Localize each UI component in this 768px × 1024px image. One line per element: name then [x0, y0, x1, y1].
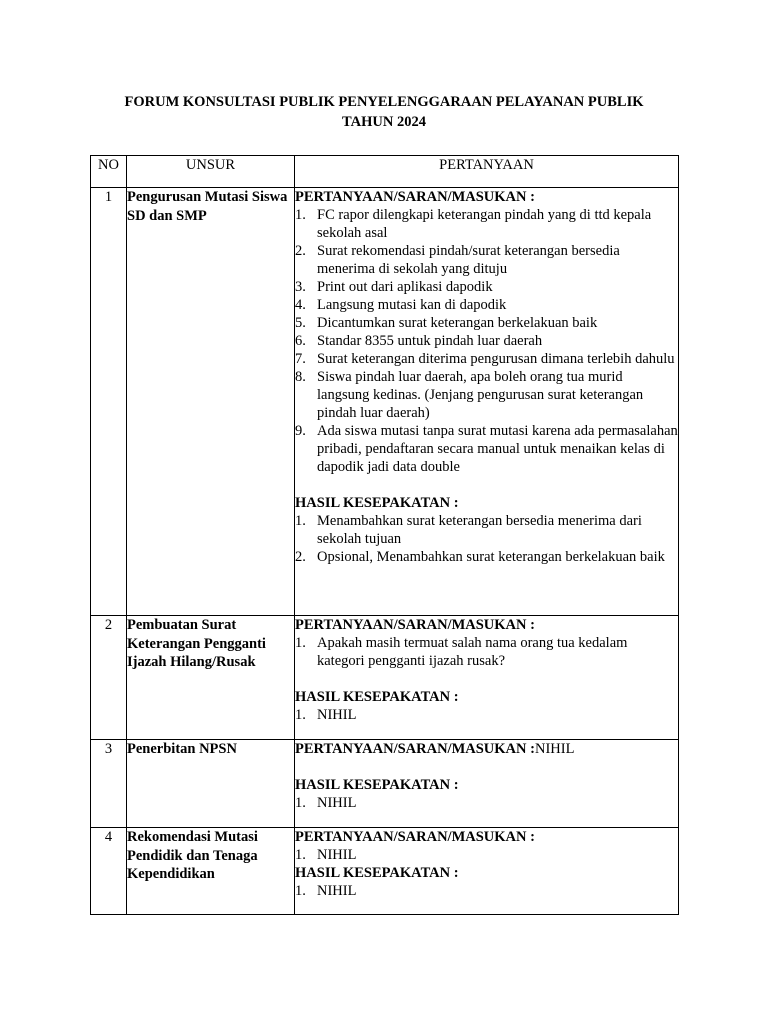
result-heading: HASIL KESEPAKATAN :: [295, 777, 459, 793]
table-header-row: [91, 156, 679, 188]
question-list: [295, 206, 678, 476]
result-list: [295, 794, 678, 812]
row-pertanyaan: [295, 616, 679, 740]
row-number: 2: [91, 616, 127, 740]
result-heading: HASIL KESEPAKATAN :: [295, 495, 459, 511]
header-pertanyaan: PERTANYAAN: [295, 156, 679, 188]
list-item: 2. Surat rekomendasi pindah/surat keterangan bersedia menerima di sekolah yang dituju: [295, 243, 620, 277]
question-list: [295, 634, 678, 670]
table-row: [91, 188, 679, 616]
row-number: 1: [91, 188, 127, 616]
header-unsur: UNSUR: [127, 156, 295, 188]
list-item: 1. FC rapor dilengkapi keterangan pindah yang di ttd kepala sekolah asal: [295, 207, 652, 241]
question-heading-inline: PERTANYAAN/SARAN/MASUKAN :NIHIL: [295, 741, 575, 757]
table-row: [91, 616, 679, 740]
list-item: 1. Menambahkan surat keterangan bersedia menerima dari sekolah tujuan: [295, 513, 642, 547]
consultation-table: [90, 155, 679, 915]
result-heading: HASIL KESEPAKATAN :: [295, 865, 459, 881]
list-item: 1. Apakah masih termuat salah nama orang tua kedalam kategori pengganti ijazah rusak?: [295, 635, 628, 669]
document-title-line-1: FORUM KONSULTASI PUBLIK PENYELENGGARAAN PELAYANAN PUBLIK: [124, 94, 644, 110]
list-item: 1. NIHIL: [295, 883, 357, 899]
row-pertanyaan: [295, 188, 679, 616]
row-number: 4: [91, 828, 127, 915]
result-list: [295, 706, 678, 724]
row-pertanyaan: [295, 828, 679, 915]
list-item: 4. Langsung mutasi kan di dapodik: [295, 297, 507, 313]
list-item: 2. Opsional, Menambahkan surat keterangan berkelakuan baik: [295, 549, 665, 565]
result-list: [295, 512, 678, 566]
table-row: [91, 740, 679, 828]
row-pertanyaan: [295, 740, 679, 828]
row-unsur: Rekomendasi Mutasi Pendidik dan Tenaga Kependidikan: [127, 828, 295, 915]
list-item: 8. Siswa pindah luar daerah, apa boleh orang tua murid langsung kedinas. (Jenjang pengurusan surat keterangan pindah luar daerah): [295, 369, 644, 421]
list-item: 1. NIHIL: [295, 847, 357, 863]
list-item: 1. NIHIL: [295, 795, 357, 811]
question-heading: PERTANYAAN/SARAN/MASUKAN :: [295, 829, 535, 845]
list-item: 1. NIHIL: [295, 707, 357, 723]
document-title: [0, 93, 768, 132]
document-title-line-2: TAHUN 2024: [342, 113, 426, 130]
question-heading: PERTANYAAN/SARAN/MASUKAN :: [295, 189, 535, 205]
table-row: [91, 828, 679, 915]
question-inline-value: NIHIL: [534, 741, 575, 757]
list-item: 5. Dicantumkan surat keterangan berkelakuan baik: [295, 315, 598, 331]
result-list: [295, 882, 678, 900]
row-unsur: Pembuatan Surat Keterangan Pengganti Ijazah Hilang/Rusak: [127, 616, 295, 740]
list-item: 6. Standar 8355 untuk pindah luar daerah: [295, 333, 543, 349]
row-unsur: Pengurusan Mutasi Siswa SD dan SMP: [127, 188, 295, 616]
header-no: NO: [91, 156, 127, 188]
list-item: 7. Surat keterangan diterima pengurusan dimana terlebih dahulu: [295, 351, 675, 367]
row-unsur: Penerbitan NPSN: [127, 740, 295, 828]
row-number: 3: [91, 740, 127, 828]
list-item: 3. Print out dari aplikasi dapodik: [295, 279, 493, 295]
question-list: [295, 846, 678, 864]
list-item: 9. Ada siswa mutasi tanpa surat mutasi karena ada permasalahan pribadi, pendaftaran secara manual untuk menaikan kelas di dapodik jadi data double: [295, 423, 678, 475]
result-heading: HASIL KESEPAKATAN :: [295, 689, 459, 705]
question-heading: PERTANYAAN/SARAN/MASUKAN :: [295, 617, 535, 633]
